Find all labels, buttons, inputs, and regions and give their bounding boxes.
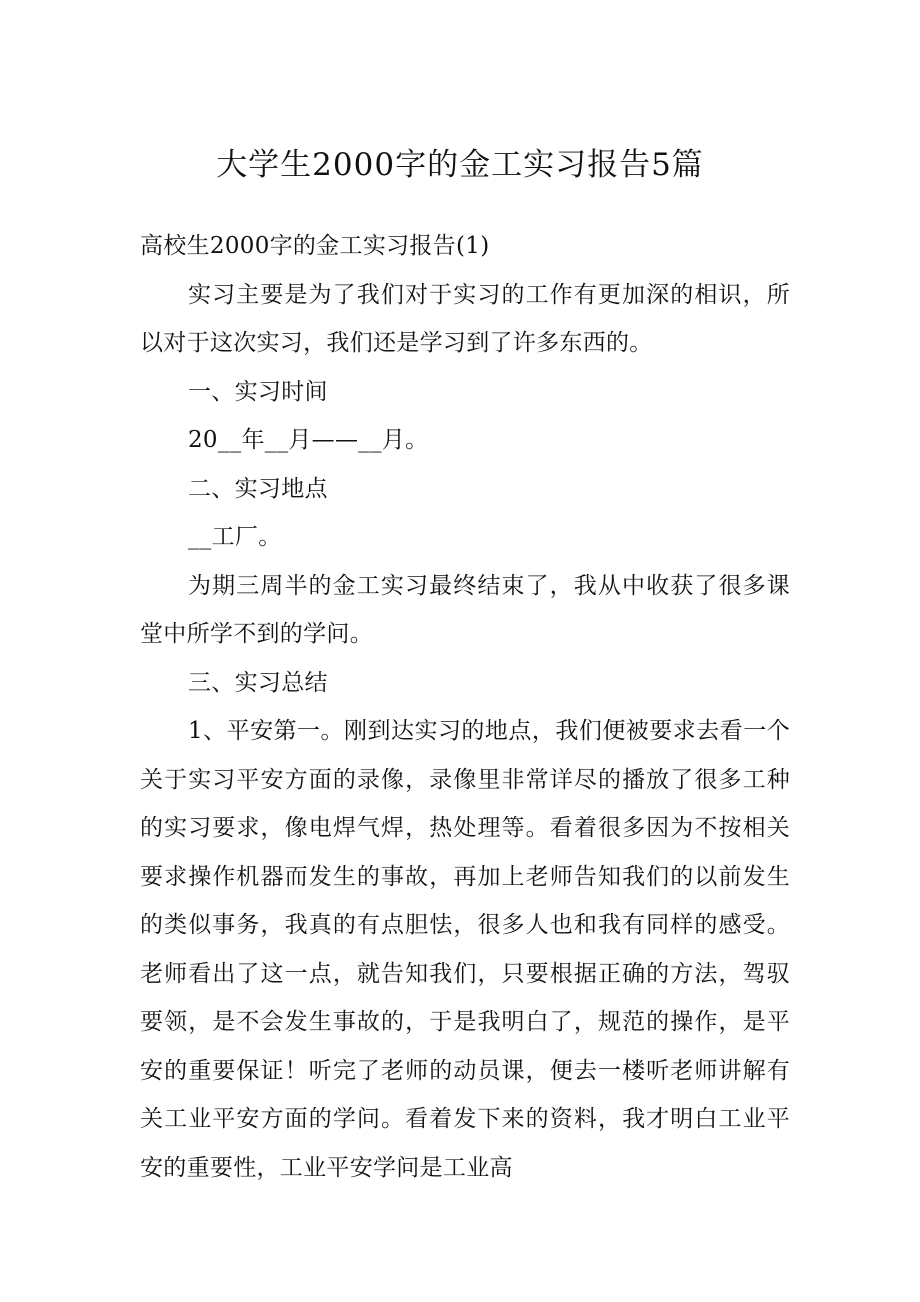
section-heading: 高校生2000字的金工实习报告(1) [140, 233, 490, 259]
paragraph: 二、实习地点 [188, 475, 328, 502]
paragraph: 实习主要是为了我们对于实习的工作有更加深的相识，所以对于这次实习，我们还是学习到了许多东西的。 [140, 281, 790, 356]
document-body [140, 222, 790, 1192]
document-title: 大学生2000字的金工实习报告5篇 [216, 147, 704, 183]
paragraph: 20__年__月——__月。 [188, 427, 429, 453]
paragraph: 为期三周半的金工实习最终结束了，我从中收获了很多课堂中所学不到的学问。 [140, 572, 790, 647]
paragraph: 三、实习总结 [188, 669, 328, 696]
paragraph: 1、平安第一。刚到达实习的地点，我们便被要求去看一个关于实习平安方面的录像，录像里非常详尽的播放了很多工种的实习要求，像电焊气焊，热处理等。看着很多因为不按相关要求操作机器而发生的事故，再加上老师告知我们的以前发生的类似事务，我真的有点胆怯，很多人也和我有同样的感受。老师看出了这一点，就告知我们，只要根据正确的方法，驾驭要领，是不会发生事故的，于是我明白了，规范的操作，是平安的重要保证！听完了老师的动员课，便去一楼听老师讲解有关工业平安方面的学问。看着发下来的资料，我才明白工业平安的重要性，工业平安学问是工业高 [140, 718, 790, 1181]
paragraph: 一、实习时间 [188, 378, 328, 405]
paragraph: __工厂。 [188, 524, 282, 550]
